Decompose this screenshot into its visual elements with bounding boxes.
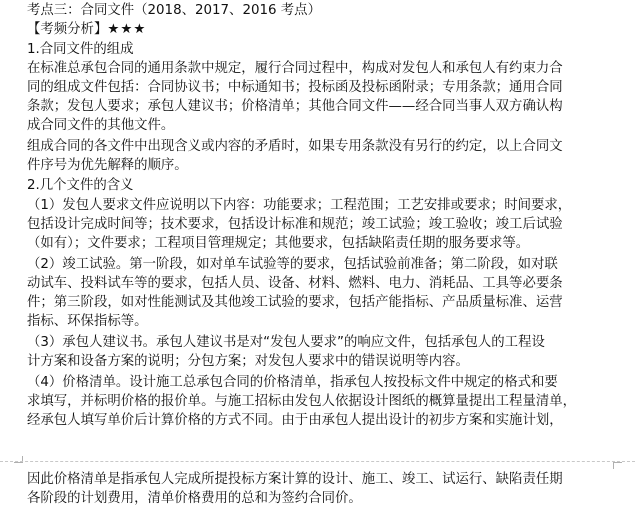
paragraph-line: 因此价格清单是指承包人完成所提投标方案计算的设计、施工、竣工、试运行、缺陷责任期 — [27, 472, 563, 487]
paragraph-line: （4）价格清单。设计施工总承包合同的价格清单，指承包人按投标文件中规定的格式和要 — [27, 375, 558, 390]
heading-meanings: 2.几个文件的含义 — [27, 178, 134, 193]
heading-composition: 1.合同文件的组成 — [27, 42, 134, 57]
paragraph-line: 动试车、投料试车等的要求，包括人员、设备、材料、燃料、电力、消耗品、工具等必要条 — [27, 276, 563, 291]
paragraph-line: （1）发包人要求文件应说明以下内容：功能要求；工程范围；工艺安排或要求；时间要求， — [27, 198, 572, 213]
frequency-label: 【考频分析】 — [27, 22, 108, 37]
paragraph-line: 在标准总承包合同的通用条款中规定，履行合同过程中，构成对发包人和承包人有约束力合 — [27, 61, 563, 76]
paragraph-line: 成合同文件的其他文件。 — [27, 118, 175, 133]
paragraph-line: （2）竣工试验。第一阶段，如对单车试验等的要求，包括试验前准备；第二阶段，如对联 — [27, 257, 558, 272]
paragraph-line: 件；第三阶段，如对性能测试及其他竣工试验的要求，包括产能指标、产品质量标准、运营 — [27, 295, 563, 310]
paragraph-line: 计方案和设备方案的说明；分包方案；对发包人要求中的错误说明等内容。 — [27, 354, 469, 369]
paragraph-line: 经承包人填写单价后计算价格的方式不同。由于由承包人提出设计的初步方案和实施计划， — [27, 413, 563, 428]
paragraph-line: 包括设计完成时间等；技术要求，包括设计标准和规范；竣工试验；竣工验收；竣工后试验 — [27, 217, 563, 232]
page-break-rule — [0, 461, 635, 462]
rating-stars: ★★★ — [107, 22, 147, 37]
paragraph-line: （3）承包人建议书。承包人建议书是对“发包人要求”的响应文件，包括承包人的工程设 — [27, 335, 545, 350]
paragraph-line: 条款；发包人要求；承包人建议书；价格清单；其他合同文件——经合同当事人双方确认构 — [27, 99, 563, 114]
paragraph-line: 同的组成文件包括：合同协议书；中标通知书；投标函及投标函附录；专用条款；通用合同 — [27, 80, 563, 95]
paragraph-line: 各阶段的计划费用，清单价格费用的总和为签约合同价。 — [27, 491, 362, 506]
page-break — [0, 456, 635, 468]
paragraph-line: 组成合同的各文件中出现含义或内容的矛盾时，如果专用条款没有另行的约定，以上合同文 — [27, 139, 563, 154]
paragraph-line: 件序号为优先解释的顺序。 — [27, 158, 188, 173]
paragraph-line: （如有）；文件要求；工程项目管理规定；其他要求，包括缺陷责任期的服务要求等。 — [27, 236, 530, 251]
paragraph-line: 求填写，并标明价格的报价单。与施工招标由发包人依据设计图纸的概算量提出工程量清单， — [27, 394, 577, 409]
section-title: 考点三：合同文件（2018、2017、2016 考点） — [27, 3, 321, 18]
paragraph-line: 指标、环保指标等。 — [27, 314, 148, 329]
frequency-analysis — [27, 20, 631, 39]
page-corner-mark — [613, 462, 622, 469]
